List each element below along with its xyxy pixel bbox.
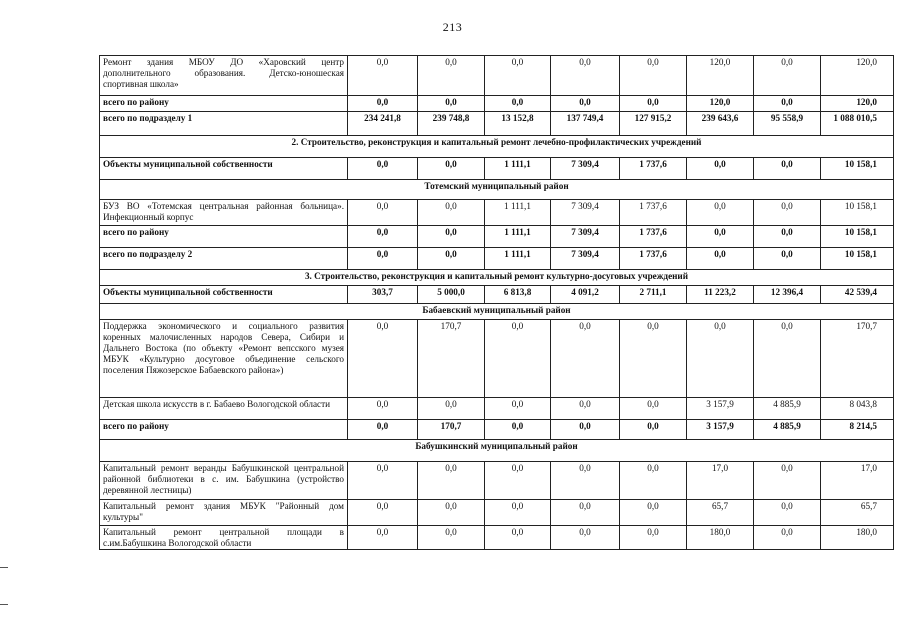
value-cell: 0,0 [418,226,485,248]
value-cell: 17,0 [821,462,894,500]
value-cell: 7 309,4 [551,226,620,248]
margin-tick [0,604,8,605]
table-row [100,462,894,500]
value-cell: 0,0 [418,56,485,96]
section-header-row [100,136,894,158]
value-cell: 0,0 [348,526,418,550]
total-row [100,226,894,248]
value-cell: 0,0 [754,462,821,500]
row-name-cell: Капитальный ремонт центральной площади в с.им.Бабушкина Вологодской области [100,526,348,550]
value-cell: 0,0 [754,526,821,550]
total-row [100,158,894,180]
section-header-row [100,440,894,462]
value-cell: 0,0 [551,462,620,500]
total-row [100,420,894,440]
value-cell: 0,0 [418,200,485,226]
value-cell: 120,0 [687,96,754,112]
value-cell: 0,0 [418,158,485,180]
table-row [100,526,894,550]
value-cell: 0,0 [620,526,687,550]
value-cell: 0,0 [418,526,485,550]
value-cell: 0,0 [485,420,551,440]
row-name-cell: Объекты муниципальной собственности [100,158,348,180]
row-name-cell: всего по району [100,226,348,248]
value-cell: 127 915,2 [620,112,687,136]
value-cell: 0,0 [348,462,418,500]
value-cell: 0,0 [485,398,551,420]
value-cell: 120,0 [821,56,894,96]
value-cell: 0,0 [485,96,551,112]
row-name-cell: Объекты муниципальной собственности [100,286,348,304]
value-cell: 1 737,6 [620,226,687,248]
value-cell: 5 000,0 [418,286,485,304]
value-cell: 0,0 [754,226,821,248]
value-cell: 1 111,1 [485,158,551,180]
value-cell: 120,0 [821,96,894,112]
value-cell: 10 158,1 [821,248,894,270]
value-cell: 0,0 [754,56,821,96]
value-cell: 7 309,4 [551,200,620,226]
value-cell: 10 158,1 [821,200,894,226]
value-cell: 0,0 [551,526,620,550]
value-cell: 0,0 [348,200,418,226]
total-row [100,248,894,270]
value-cell: 0,0 [348,226,418,248]
value-cell: 11 223,2 [687,286,754,304]
value-cell: 1 111,1 [485,226,551,248]
value-cell: 0,0 [485,320,551,398]
value-cell: 0,0 [485,526,551,550]
row-name-cell: Поддержка экономического и социального развития коренных малочисленных народов Севера, Сибири и Дальнего Востока (по объекту «Ремонт вепсского музея МБУК «Культурно досуговое объединение сельского поселения Пяжозерское Бабаевского района») [100,320,348,398]
value-cell: 1 111,1 [485,248,551,270]
value-cell: 0,0 [687,320,754,398]
value-cell: 170,7 [821,320,894,398]
section-header-row [100,304,894,320]
value-cell: 0,0 [348,320,418,398]
row-name-cell: Детская школа искусств в г. Бабаево Вологодской области [100,398,348,420]
row-name-cell: всего по району [100,420,348,440]
value-cell: 303,7 [348,286,418,304]
value-cell: 1 737,6 [620,248,687,270]
row-name-cell: Капитальный ремонт веранды Бабушкинской центральной районной библиотеки в с. им. Бабушкина (устройство деревянной лестницы) [100,462,348,500]
value-cell: 0,0 [418,96,485,112]
value-cell: 137 749,4 [551,112,620,136]
row-name-cell: БУЗ ВО «Тотемская центральная районная больница». Инфекционный корпус [100,200,348,226]
value-cell: 65,7 [821,500,894,526]
value-cell: 1 737,6 [620,200,687,226]
value-cell: 0,0 [485,462,551,500]
value-cell: 0,0 [754,500,821,526]
page-number: 213 [442,20,463,34]
value-cell: 12 396,4 [754,286,821,304]
value-cell: 0,0 [551,500,620,526]
value-cell: 180,0 [821,526,894,550]
value-cell: 0,0 [348,158,418,180]
value-cell: 0,0 [620,462,687,500]
value-cell: 120,0 [687,56,754,96]
value-cell: 0,0 [418,398,485,420]
value-cell: 0,0 [551,320,620,398]
row-name-cell: всего по подразделу 1 [100,112,348,136]
value-cell: 17,0 [687,462,754,500]
value-cell: 170,7 [418,420,485,440]
section-title: 3. Строительство, реконструкция и капитальный ремонт культурно-досуговых учреждений [100,270,894,286]
value-cell: 0,0 [348,420,418,440]
section-header-row [100,180,894,200]
value-cell: 0,0 [348,56,418,96]
value-cell: 0,0 [551,398,620,420]
value-cell: 0,0 [485,56,551,96]
value-cell: 65,7 [687,500,754,526]
value-cell: 0,0 [551,96,620,112]
value-cell: 10 158,1 [821,158,894,180]
total-row [100,286,894,304]
value-cell: 0,0 [620,96,687,112]
table-row [100,200,894,226]
value-cell: 1 111,1 [485,200,551,226]
value-cell: 180,0 [687,526,754,550]
value-cell: 95 558,9 [754,112,821,136]
row-name-cell: всего по району [100,96,348,112]
value-cell: 0,0 [418,248,485,270]
value-cell: 170,7 [418,320,485,398]
section-title: Бабушкинский муниципальный район [100,440,894,462]
section-title: Тотемский муниципальный район [100,180,894,200]
value-cell: 0,0 [620,500,687,526]
value-cell: 7 309,4 [551,158,620,180]
value-cell: 13 152,8 [485,112,551,136]
value-cell: 0,0 [687,200,754,226]
value-cell: 0,0 [620,420,687,440]
value-cell: 0,0 [687,226,754,248]
value-cell: 239 643,6 [687,112,754,136]
value-cell: 0,0 [418,462,485,500]
value-cell: 0,0 [348,96,418,112]
row-name-cell: Капитальный ремонт здания МБУК "Районный дом культуры" [100,500,348,526]
value-cell: 1 737,6 [620,158,687,180]
value-cell: 0,0 [620,56,687,96]
value-cell: 0,0 [485,500,551,526]
section-title: Бабаевский муниципальный район [100,304,894,320]
value-cell: 1 088 010,5 [821,112,894,136]
table-row [100,56,894,96]
value-cell: 3 157,9 [687,398,754,420]
value-cell: 0,0 [754,320,821,398]
budget-table [99,55,894,550]
value-cell: 0,0 [620,320,687,398]
value-cell: 0,0 [418,500,485,526]
value-cell: 4 091,2 [551,286,620,304]
total-row [100,96,894,112]
value-cell: 0,0 [348,248,418,270]
value-cell: 0,0 [348,398,418,420]
section-header-row [100,270,894,286]
value-cell: 7 309,4 [551,248,620,270]
value-cell: 0,0 [754,96,821,112]
value-cell: 234 241,8 [348,112,418,136]
value-cell: 239 748,8 [418,112,485,136]
value-cell: 8 214,5 [821,420,894,440]
value-cell: 0,0 [687,248,754,270]
value-cell: 0,0 [348,500,418,526]
value-cell: 3 157,9 [687,420,754,440]
value-cell: 0,0 [551,420,620,440]
row-name-cell: всего по подразделу 2 [100,248,348,270]
value-cell: 0,0 [754,200,821,226]
table-row [100,320,894,398]
value-cell: 0,0 [620,398,687,420]
table-row [100,500,894,526]
value-cell: 4 885,9 [754,420,821,440]
margin-tick [0,567,8,568]
value-cell: 42 539,4 [821,286,894,304]
row-name-cell: Ремонт здания МБОУ ДО «Харовский центр дополнительного образования. Детско-юношеская спортивная школа» [100,56,348,96]
value-cell: 0,0 [754,158,821,180]
value-cell: 0,0 [687,158,754,180]
value-cell: 8 043,8 [821,398,894,420]
value-cell: 0,0 [551,56,620,96]
table-row [100,398,894,420]
value-cell: 6 813,8 [485,286,551,304]
value-cell: 4 885,9 [754,398,821,420]
total-row [100,112,894,136]
value-cell: 2 711,1 [620,286,687,304]
value-cell: 0,0 [754,248,821,270]
value-cell: 10 158,1 [821,226,894,248]
section-title: 2. Строительство, реконструкция и капитальный ремонт лечебно-профилактических учреждений [100,136,894,158]
